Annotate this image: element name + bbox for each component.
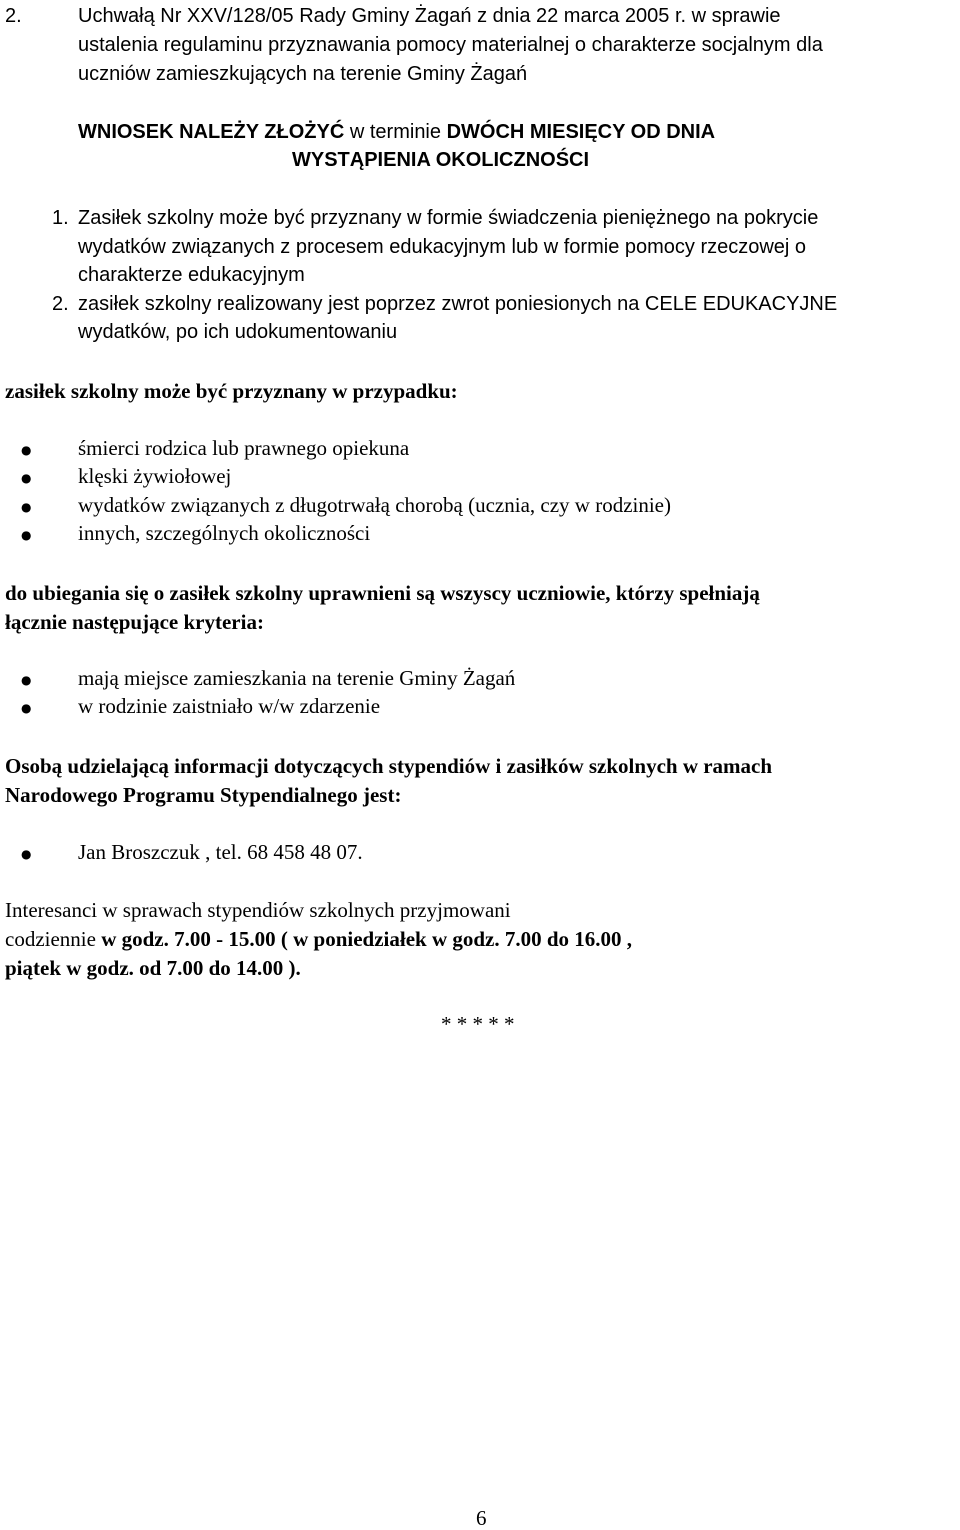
resolution-line-2: ustalenia regulaminu przyznawania pomocy materialnej o charakterze socjalnym dla [78,34,823,56]
contact-person: Jan Broszczuk , tel. 68 458 48 07. [78,840,363,864]
item-number-2: 2. [52,293,69,315]
bullet-icon: ● [21,673,32,687]
deadline-part-3: DWÓCH MIESIĘCY OD DNIA [446,121,716,143]
cases-heading: zasiłek szkolny może być przyznany w przypadku: [5,379,458,403]
deadline-part-1: WNIOSEK NALEŻY ZŁOŻYĆ [78,121,345,143]
bullet-icon: ● [21,701,32,715]
hours-line-2-bold: w godz. 7.00 - 15.00 ( w poniedziałek w godz. 7.00 do 16.00 , [101,927,633,951]
item-2-line-2: wydatków, po ich udokumentowaniu [78,321,398,343]
item-2-line-1: zasiłek szkolny realizowany jest poprzez zwrot poniesionych na CELE EDUKACYJNE [78,293,838,315]
item-1-line-3: charakterze edukacyjnym [78,264,305,286]
item-1-line-1: Zasiłek szkolny może być przyznany w formie świadczenia pieniężnego na pokrycie [78,207,819,229]
bullet-icon: ● [21,500,32,514]
eligibility-heading-line-2: łącznie następujące kryteria: [5,610,264,634]
section-number: 2. [5,5,22,27]
case-item-3: wydatków związanych z długotrwałą chorobą (ucznia, czy w rodzinie) [78,493,671,517]
eligibility-item-1: mają miejsce zamieszkania na terenie Gminy Żagań [78,666,516,690]
page-number: 6 [476,1506,487,1530]
bullet-icon: ● [21,528,32,542]
hours-line-2-normal: codziennie [5,927,102,951]
hours-line-3: piątek w godz. od 7.00 do 14.00 ). [5,956,301,980]
eligibility-heading-line-1: do ubiegania się o zasiłek szkolny uprawnieni są wszyscy uczniowie, którzy spełniają [5,581,760,605]
resolution-line-3: uczniów zamieszkujących na terenie Gminy Żagań [78,63,528,85]
eligibility-item-2: w rodzinie zaistniało w/w zdarzenie [78,694,381,718]
hours-line-2 [5,929,632,950]
bullet-icon: ● [21,443,32,457]
case-item-1: śmierci rodzica lub prawnego opiekuna [78,436,410,460]
item-number-1: 1. [52,207,69,229]
case-item-4: innych, szczególnych okoliczności [78,521,371,545]
bullet-icon: ● [21,471,32,485]
hours-line-1: Interesanci w sprawach stypendiów szkolnych przyjmowani [5,898,511,922]
resolution-line-1: Uchwałą Nr XXV/128/05 Rady Gminy Żagań z dnia 22 marca 2005 r. w sprawie [78,5,781,27]
contact-heading-line-2: Narodowego Programu Stypendialnego jest: [5,783,402,807]
separator-asterisks: * * * * * [441,1012,515,1036]
bullet-icon: ● [21,847,32,861]
deadline-line-2: WYSTĄPIENIA OKOLICZNOŚCI [292,149,590,171]
deadline-line-1 [78,122,715,142]
item-1-line-2: wydatków związanych z procesem edukacyjnym lub w formie pomocy rzeczowej o [78,236,807,258]
deadline-part-2: w terminie [344,121,447,143]
case-item-2: klęski żywiołowej [78,464,232,488]
contact-heading-line-1: Osobą udzielającą informacji dotyczących stypendiów i zasiłków szkolnych w ramach [5,754,773,778]
